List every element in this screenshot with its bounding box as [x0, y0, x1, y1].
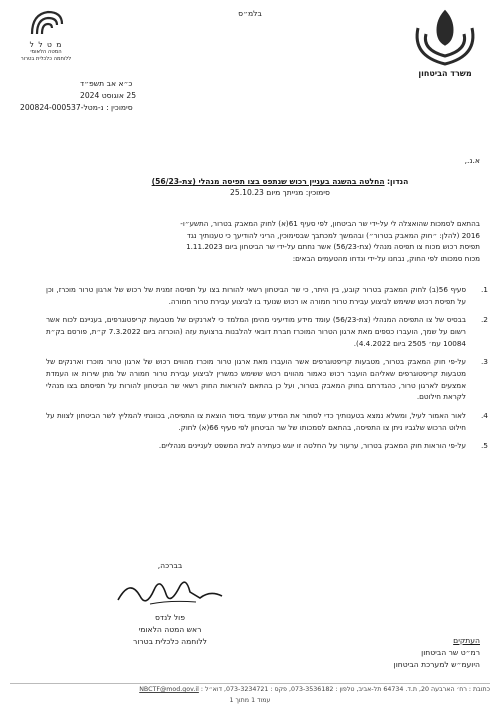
intro-line-1: בהתאם לסמכות שהואצלה לי על-ידי שר הביטחון, לפי סעיף 61(א) לחוק המאבק בטרור, התשע״ו- [180, 219, 480, 228]
reasons-list [46, 284, 488, 459]
list-item-number: 2. [480, 315, 488, 325]
closing: בברכה, [157, 561, 183, 570]
list-item [46, 314, 488, 349]
footer-address: כתובת : רח׳ הארבעה 20, ת.ד. 64734 תל-אביב, טלפון : 073-3536182, פקס : 073-3234721, דוא״ל : [200, 686, 490, 693]
subject-text: החלטה בהשגה בעניין רכוש שנתפס בצו תפיסה מנהלי (צת-56/23) [151, 177, 385, 186]
ministry-logo [404, 6, 486, 80]
classification-top: בלמ״ס [238, 9, 262, 18]
intro-line-4: מכוח סמכותו לפי החוק, נבחנו על-ידי ונדחו מהטעמים הבאים: [292, 253, 480, 263]
list-item [46, 410, 488, 433]
subject-reference: סימוכין: מנייתך מיום 25.10.23 [230, 188, 330, 198]
list-item [46, 356, 488, 403]
copies-block [280, 635, 480, 670]
bureau-emblem-icon [26, 6, 66, 40]
footer-divider [10, 683, 490, 684]
gregorian-date: 25 אוגוסט 2024 [80, 90, 137, 100]
addressee: א.נ., [464, 156, 480, 165]
signer-title-line1: ראש המטה הלאומי [138, 624, 202, 634]
signer-name: פול לנדס [155, 613, 185, 622]
reference-line [20, 102, 220, 114]
bureau-logo-letters: מ ט ל ל [29, 40, 63, 49]
list-item-number: 4. [480, 410, 488, 420]
list-item [46, 440, 488, 452]
list-item-number: 1. [480, 285, 488, 294]
list-item-text: על-פי חוק המאבק בטרור, מטבעות קריפטוגרפים אשר הועברו מאת ארגון טרור מוכרז מהווים רכוש של ארגון טרור מוכרז וארנקים של מטבעות קריפטוגרפים שאליהם הועבר רכוש כאמור מהווים רכוש ששימש כמשרין לביצוע עבירת טרור חמורה של מתן שירות או העמדת אמצעים לארגון טרור, כהגדרתם בחוק המאבק בטרור, ועל כן בהתאם להוראות החוק רשאי שר הביטחון להורות על תפיסתם בצו מנהלי לקראת חילוטם. [46, 357, 466, 402]
bureau-logo [8, 6, 84, 63]
footer-page-number: עמוד 1 מתוך 1 [229, 697, 271, 704]
intro-line-3: תפיסת רכוש מכוח צו תפיסה מנהלי (צת-56/23) אשר נחתם על-ידי שר הביטחון ביום 1.11.2023 [186, 242, 480, 252]
ministry-emblem-icon [404, 6, 486, 68]
subject-label: הנדון: [386, 177, 409, 186]
footer-address-line [10, 686, 490, 693]
reference-value: נ-מטל-200824-000537 [20, 102, 104, 112]
hebrew-date: כ״א אב תשפ״ד [80, 79, 133, 88]
list-item-text: בבסיס של צו התפיסה המנהלי (צת-56/23) עומד מידע מודיעיני מהימן המלמד כי לארנקים של מטבעות קריפטוגרפים, בעניינם לכוח אשר רשום על שמך, הועברו כספים מאת ארגון הטרור המוכרז חברת דובאי להלבנות ברצועת עזה (הוכרזה ביום 7.3.2022 ק״ת, פורסם בק״ת 10084 עמ׳ 2505 ביום 4.4.2022). [46, 315, 466, 348]
ministry-name: משרד הביטחון [418, 69, 472, 78]
list-item-number: 5. [480, 441, 488, 451]
signature-block [110, 612, 230, 647]
list-item-text: לאור האמור לעיל, ומשלא נמצא בטענותיך כדי לסתור את המידע שעמד ביסוד הוצאת צו התפיסה, בכוונתי להמליץ לשר הביטחון לצוות על חילוט הרכוש שלגביו ניתן צו התפיסה, בהתאם לסמכותו של שר הביטחון לפי סעיף 66(א) לחוק. [46, 410, 466, 432]
subject-block [80, 176, 480, 199]
dates-block [20, 78, 220, 113]
intro-line-2: 2016 (להלן: ״חוק המאבק בטרור״) ובהמשך למכתבך שבסימוכין, הריני להודיעך כי טענותיך נגד [186, 230, 480, 240]
intro-paragraph [20, 218, 480, 265]
list-item [46, 284, 488, 307]
signature-scribble [110, 570, 230, 612]
copies-line2: היועמ״ש למערכת הביטחון [393, 659, 480, 669]
bureau-name-line1: המטה הלאומי [30, 49, 62, 55]
list-item-number: 3. [480, 357, 488, 367]
signer-title-line2: ללוחמה כלכלית בטרור [133, 636, 207, 646]
copies-line1: רמ״ט שר הביטחון [421, 647, 480, 657]
bureau-name-line2: ללוחמה כלכלית בטרור [20, 56, 72, 63]
footer-email-link[interactable]: NBCTF@mod.gov.il [139, 686, 199, 693]
copies-label: העתקים [453, 636, 480, 645]
reference-label: סימוכין : [106, 102, 133, 112]
list-item-text: על-פי הוראות חוק המאבק בטרור, ערעור על החלטה זו יוגש כעתירה לבית המשפט לעניינים מנהליים. [158, 441, 466, 451]
list-item-text: סעיף 56(ב) לחוק המאבק בטרור קובע, בין היתר, כי שר הביטחון רשאי להורות בצו על תפיסה זמנית של רכוש של ארגון טרור מוכרז, וכן על תפיסת רכוש ששימש לביצוע עבירת טרור חמורה או רכוש שנועד בו לביצוע עבירת טרור חמורה. [46, 285, 466, 306]
